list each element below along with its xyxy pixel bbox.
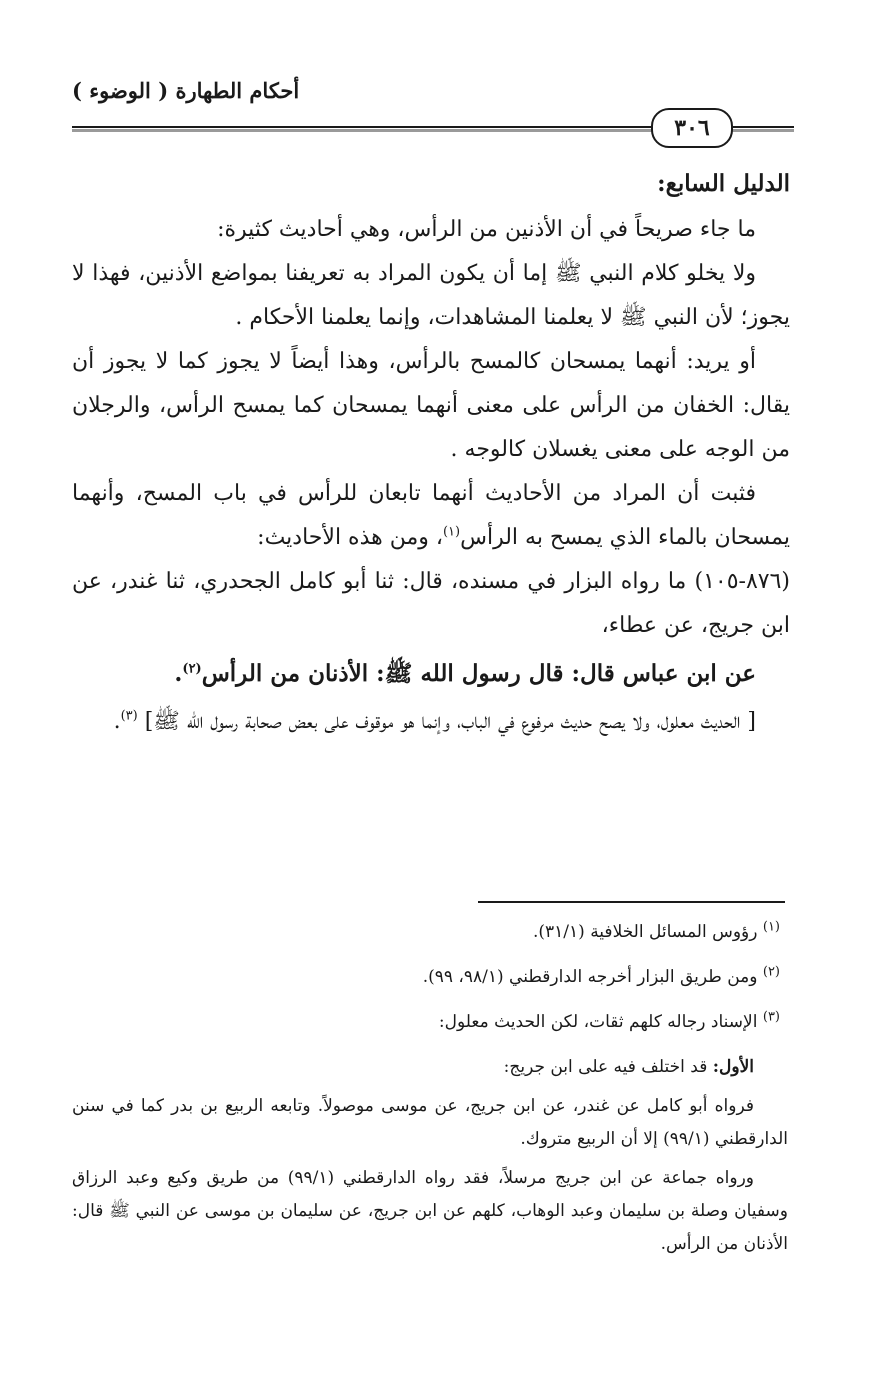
footnote-ref: (٣)	[120, 708, 138, 724]
paragraph: ولا يخلو كلام النبي ﷺ إما أن يكون المراد به تعريفنا بمواضع الأذنين، فهذا لا يجوز؛ لأن النبي ﷺ لا يعلمنا المشاهدات، وإنما يعلمنا الأحكام .	[72, 261, 790, 330]
footnotes	[72, 916, 788, 1261]
punctuation: .	[113, 709, 121, 734]
footnote-3-first	[72, 1051, 788, 1084]
footnote-ref: (٢)	[182, 661, 202, 677]
footnote-2	[72, 961, 788, 994]
main-text	[72, 160, 790, 744]
hadith-chain: (٨٧٦-١٠٥) ما رواه البزار في مسنده، قال: ثنا أبو كامل الجحدري، ثنا غندر، عن ابن جريج، عن عطاء،	[72, 569, 790, 638]
verdict-paragraph	[72, 700, 790, 744]
footnote-text: ومن طريق البزار أخرجه الدارقطني (٩٨/١، ٩٩).	[422, 967, 758, 987]
footnote-label: الأول:	[712, 1057, 754, 1077]
footnote-number: (٣)	[762, 1009, 780, 1025]
paragraph	[72, 472, 790, 560]
hadith-quote: عن ابن عباس قال: قال رسول الله ﷺ: الأذنان من الرأس	[201, 660, 756, 687]
hadith-text	[72, 648, 790, 700]
footnote-number: (٢)	[762, 964, 780, 980]
page-number: ٣٠٦	[651, 108, 733, 148]
footnote-text: قد اختلف فيه على ابن جريج:	[503, 1057, 708, 1077]
footnote-3-paragraph: فرواه أبو كامل عن غندر، عن ابن جريج، عن موسى موصولاً. وتابعه الربيع بن بدر كما في سنن الدارقطني (٩٩/١) إلا أن الربيع متروك.	[72, 1096, 788, 1149]
paragraph: ما جاء صريحاً في أن الأذنين من الرأس، وهي أحاديث كثيرة:	[217, 217, 756, 242]
footnote-text: رؤوس المسائل الخلافية (٣١/١).	[532, 922, 758, 942]
running-header-title: أحكام الطهارة ( الوضوء )	[72, 78, 300, 103]
footnote-3-paragraph: ورواه جماعة عن ابن جريج مرسلاً، فقد رواه الدارقطني (٩٩/١) من طريق وكيع وعبد الرزاق وسفيان وصلة بن سليمان وعبد الوهاب، كلهم عن ابن جريج، عن سليمان بن موسى عن النبي ﷺ قال: الأذنان من الرأس.	[72, 1168, 788, 1254]
paragraph-text: ، ومن هذه الأحاديث:	[257, 525, 443, 550]
verdict-text: [ الحديث معلول، ولا يصح حديث مرفوع في الباب، وإنما هو موقوف على بعض صحابة رسول الله ﷺ]	[144, 709, 756, 734]
footnote-1	[72, 916, 788, 949]
footnote-separator	[478, 901, 785, 903]
footnote-number: (١)	[762, 919, 780, 935]
footnote-ref: (١)	[442, 524, 461, 540]
paragraph-text: فثبت أن المراد من الأحاديث أنهما تابعان للرأس في باب المسح، وأنهما يمسحان بالماء الذي يمسح به الرأس	[72, 481, 790, 550]
footnote-3	[72, 1006, 788, 1039]
footnote-text: الإسناد رجاله كلهم ثقات، لكن الحديث معلول:	[438, 1012, 758, 1032]
section-heading: الدليل السابع:	[657, 170, 790, 197]
paragraph: أو يريد: أنهما يمسحان كالمسح بالرأس، وهذا أيضاً لا يجوز كما لا يجوز أن يقال: الخفان من الرأس على معنى أنهما يمسحان كما يمسح الرأس، والرجلان من الوجه على معنى يغسلان كالوجه .	[72, 349, 790, 462]
punctuation: .	[174, 660, 183, 687]
